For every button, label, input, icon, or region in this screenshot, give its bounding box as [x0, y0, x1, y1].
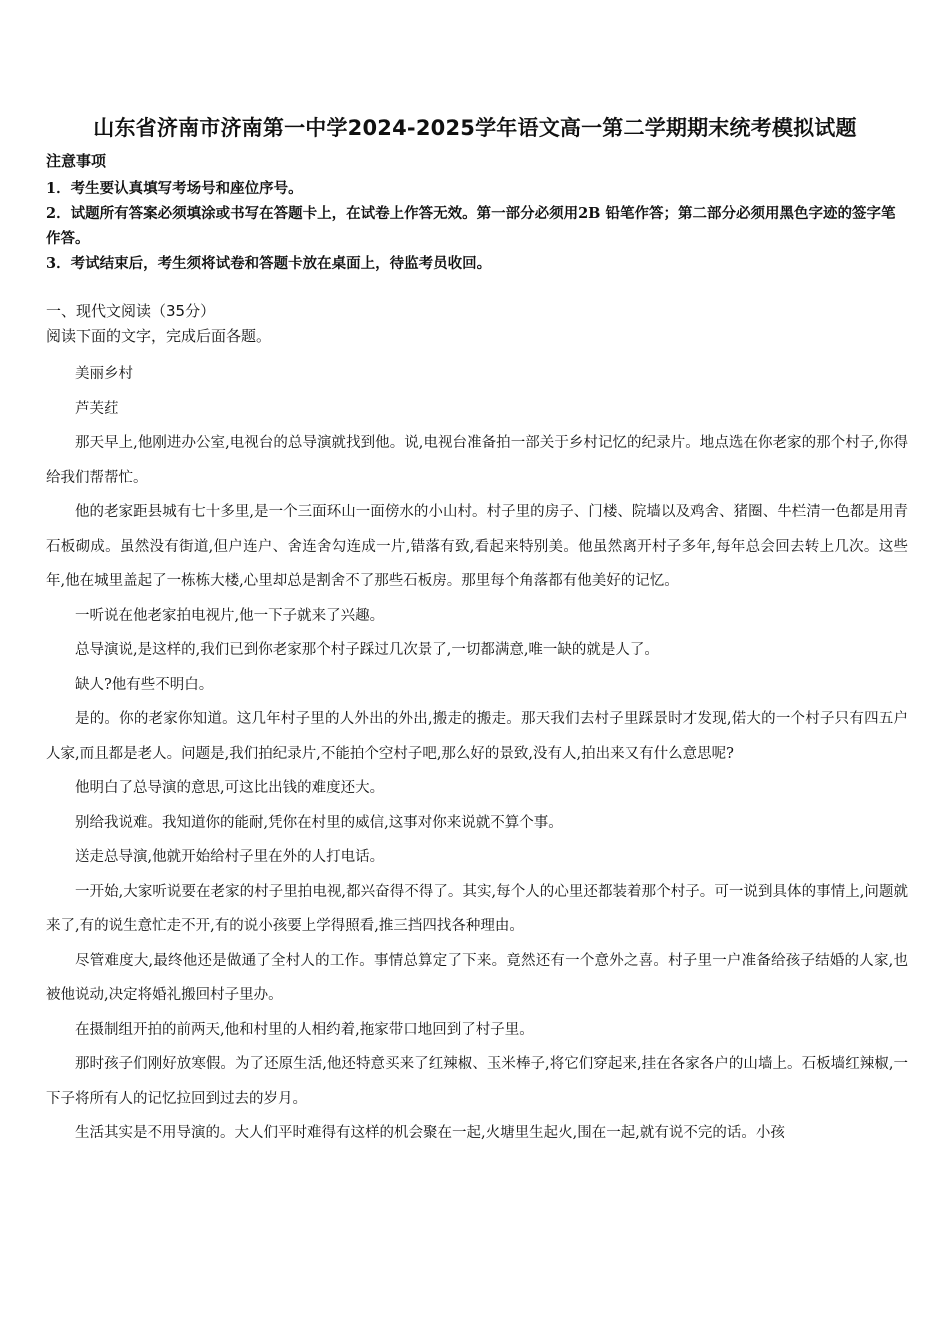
story-paragraph: 一听说在他老家拍电视片,他一下子就来了兴趣。	[75, 607, 385, 624]
story-paragraph: 总导演说,是这样的,我们已到你老家那个村子踩过几次景了,一切都满意,唯一缺的就是人了。	[75, 642, 659, 658]
story-paragraph: 尽管难度大,最终他还是做通了全村人的工作。事情总算定了下来。竟然还有一个意外之喜。村子里一户准备给孩子结婚的人家,也被他说动,决定将婚礼搬回村子里办。	[46, 952, 908, 1003]
notice-item: 3．考试结束后，考生须将试卷和答题卡放在桌面上，待监考员收回。	[46, 255, 492, 272]
notice-list	[46, 176, 908, 276]
story-paragraph: 一开始,大家听说要在老家的村子里拍电视,都兴奋得不得了。其实,每个人的心里还都装着那个村子。可一说到具体的事情上,问题就来了,有的说生意忙走不开,有的说小孩要上学得照看,推三挡四找各种理由。	[46, 883, 908, 934]
section-instruction: 阅读下面的文字，完成后面各题。	[46, 327, 272, 345]
reading-passage	[46, 357, 908, 1151]
story-paragraph: 那时孩子们刚好放寒假。为了还原生活,他还特意买来了红辣椒、玉米棒子,将它们穿起来,挂在各家各户的山墙上。石板墙红辣椒,一下子将所有人的记忆拉回到过去的岁月。	[46, 1056, 908, 1107]
story-paragraph: 送走总导演,他就开始给村子里在外的人打电话。	[75, 849, 385, 865]
notice-heading: 注意事项	[46, 152, 107, 170]
notice-item: 1．考生要认真填写考场号和座位序号。	[46, 180, 303, 197]
notice-item: 2．试题所有答案必须填涂或书写在答题卡上，在试卷上作答无效。第一部分必须用2B 铅笔作答；第二部分必须用黑色字迹的签字笔作答。	[46, 205, 896, 247]
story-paragraph: 是的。你的老家你知道。这几年村子里的人外出的外出,搬走的搬走。那天我们去村子里踩景时才发现,偌大的一个村子只有四五户人家,而且都是老人。问题是,我们拍纪录片,不能拍个空村子吧,那么好的景致,没有人,拍出来又有什么意思呢?	[46, 711, 908, 762]
story-paragraph: 生活其实是不用导演的。大人们平时难得有这样的机会聚在一起,火塘里生起火,围在一起,就有说不完的话。小孩	[75, 1125, 785, 1141]
story-paragraph: 缺人?他有些不明白。	[75, 676, 214, 693]
page-title: 山东省济南市济南第一中学2024-2025学年语文高一第二学期期末统考模拟试题	[93, 116, 857, 140]
story-author: 芦芙荭	[75, 400, 119, 417]
story-title: 美丽乡村	[75, 366, 133, 382]
story-paragraph: 别给我说难。我知道你的能耐,凭你在村里的威信,这事对你来说就不算个事。	[75, 814, 563, 831]
section-heading: 一、现代文阅读（35分）	[46, 302, 216, 320]
story-paragraph: 那天早上,他刚进办公室,电视台的总导演就找到他。说,电视台准备拍一部关于乡村记忆的纪录片。地点选在你老家的那个村子,你得给我们帮帮忙。	[46, 435, 908, 486]
story-paragraph: 在摄制组开拍的前两天,他和村里的人相约着,拖家带口地回到了村子里。	[75, 1021, 534, 1038]
story-paragraph: 他的老家距县城有七十多里,是一个三面环山一面傍水的小山村。村子里的房子、门楼、院墙以及鸡舍、猪圈、牛栏清一色都是用青石板砌成。虽然没有街道,但户连户、舍连舍勾连成一片,错落有致,看起来特别美。他虽然离开村子多年,每年总会回去转上几次。这些年,他在城里盖起了一栋栋大楼,心里却总是割舍不了那些石板房。那里每个角落都有他美好的记忆。	[46, 504, 908, 589]
story-paragraph: 他明白了总导演的意思,可这比出钱的难度还大。	[75, 780, 385, 796]
